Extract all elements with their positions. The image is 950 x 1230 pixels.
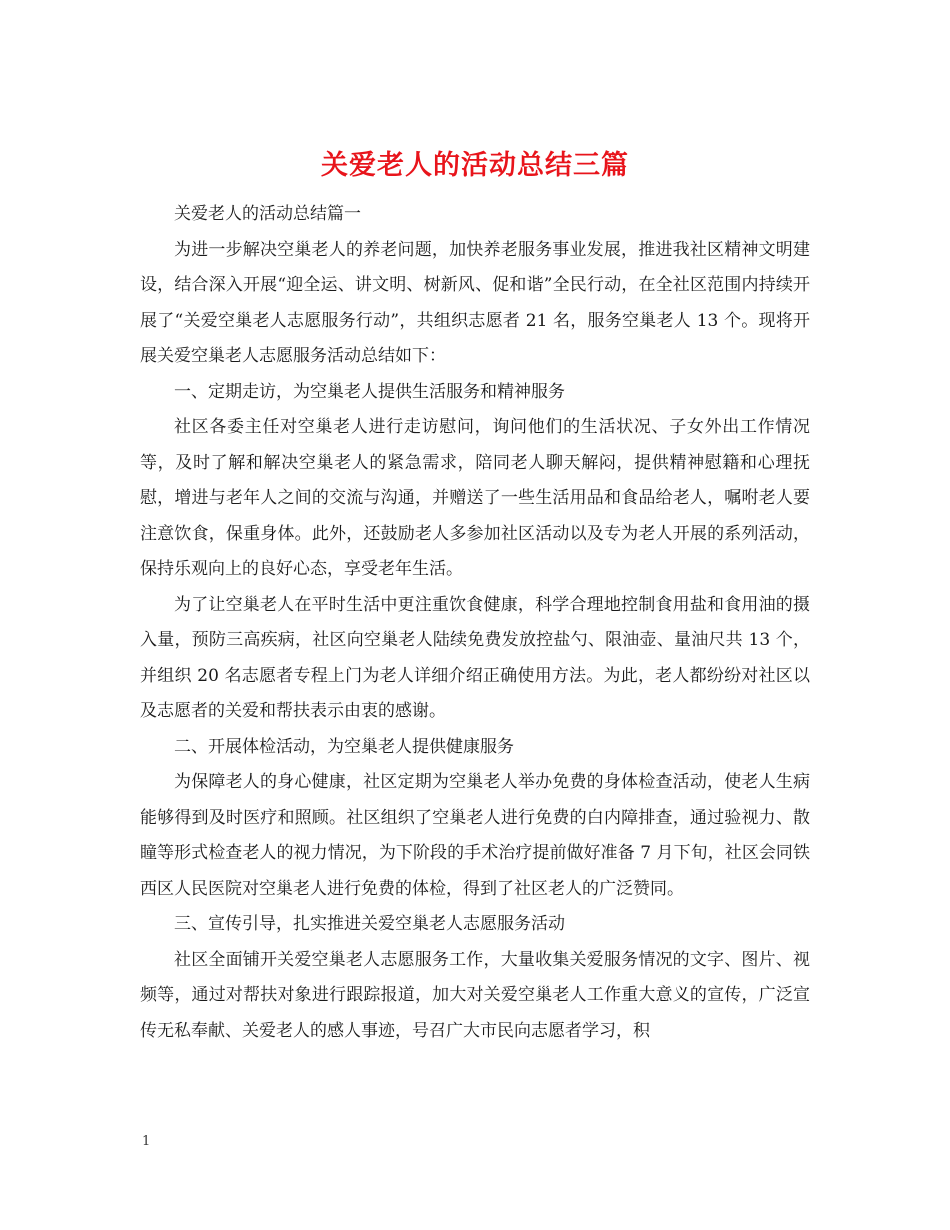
section-heading-publicity: 三、宣传引导，扎实推进关爱空巢老人志愿服务活动 <box>174 914 565 934</box>
section-heading-part-one: 关爱老人的活动总结篇一 <box>174 204 361 224</box>
paragraph-intro: 为进一步解决空巢老人的养老问题，加快养老服务事业发展，推进我社区精神文明建设，结合深入开展“迎全运、讲文明、树新风、促和谐”全民行动，在全社区范围内持续开展了“关爱空巢老人志愿服务行动”，共组织志愿者 21 名，服务空巢老人 13 个。现将开展关爱空巢老人志愿服务活动总结如下： <box>140 239 810 366</box>
paragraph-publicity: 社区全面铺开关爱空巢老人志愿服务工作，大量收集关爱服务情况的文字、图片、视频等，通过对帮扶对象进行跟踪报道，加大对关爱空巢老人工作重大意义的宣传，广泛宣传无私奉献、关爱老人的感人事迹，号召广大市民向志愿者学习，积 <box>140 949 810 1041</box>
document-title: 关爱老人的活动总结三篇 <box>321 150 629 182</box>
document-body <box>140 197 810 1049</box>
paragraph-diet-health: 为了让空巢老人在平时生活中更注重饮食健康，科学合理地控制食用盐和食用油的摄入量，预防三高疾病，社区向空巢老人陆续免费发放控盐勺、限油壶、量油尺共 13 个，并组织 20 名志愿者专程上门为老人详细介绍正确使用方法。为此，老人都纷纷对社区以及志愿者的关爱和帮扶表示由衷的感谢。 <box>140 594 810 721</box>
page-number: 1 <box>142 1134 151 1149</box>
paragraph-checkups: 为保障老人的身心健康，社区定期为空巢老人举办免费的身体检查活动，使老人生病能够得到及时医疗和照顾。社区组织了空巢老人进行免费的白内障排查，通过验视力、散瞳等形式检查老人的视力情况，为下阶段的手术治疗提前做好准备 7 月下旬，社区会同铁西区人民医院对空巢老人进行免费的体检，得到了社区老人的广泛赞同。 <box>140 772 810 899</box>
section-heading-checkups: 二、开展体检活动，为空巢老人提供健康服务 <box>174 736 514 757</box>
section-heading-visits: 一、定期走访，为空巢老人提供生活服务和精神服务 <box>174 381 565 402</box>
paragraph-visits: 社区各委主任对空巢老人进行走访慰问，询问他们的生活状况、子女外出工作情况等，及时了解和解决空巢老人的紧急需求，陪同老人聊天解闷，提供精神慰籍和心理抚慰，增进与老年人之间的交流与沟通，并赠送了一些生活用品和食品给老人，嘱咐老人要注意饮食，保重身体。此外，还鼓励老人多参加社区活动以及专为老人开展的系列活动，保持乐观向上的良好心态，享受老年生活。 <box>140 417 810 579</box>
